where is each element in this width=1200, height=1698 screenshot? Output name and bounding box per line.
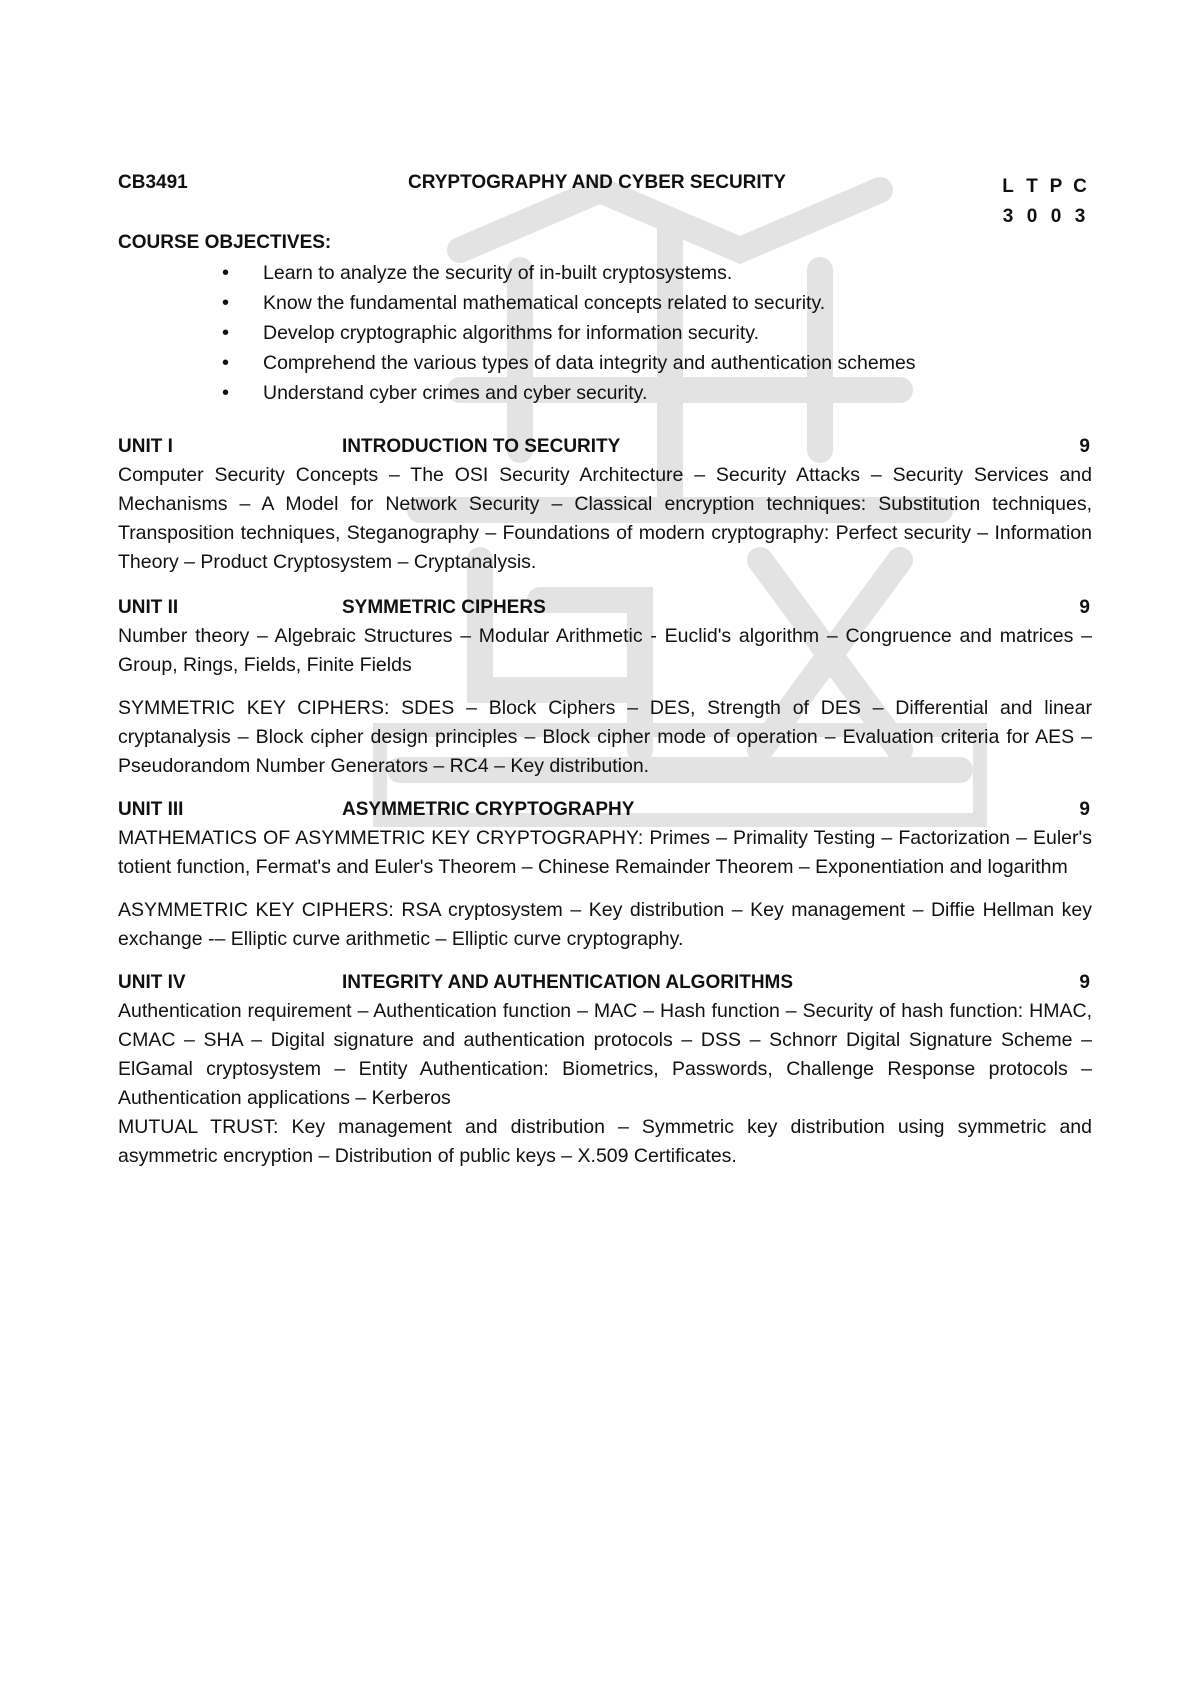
unit-4-content: MUTUAL TRUST: Key management and distribution – Symmetric key distribution using symmetric and asymmetric encryption – Distribution of public keys – X.509 Certificates. (118, 1116, 1092, 1167)
unit-3-content: ASYMMETRIC KEY CIPHERS: RSA cryptosystem – Key distribution – Key management – Diffie Hellman key exchange -– Elliptic curve arithmetic – Elliptic curve cryptography. (118, 899, 1092, 950)
unit-4-heading (118, 968, 1092, 997)
unit-hours: 9 (1079, 972, 1090, 993)
unit-title: ASYMMETRIC CRYPTOGRAPHY (342, 799, 635, 820)
ltpc-letter: P (1049, 176, 1063, 197)
ltpc-letter: L (1002, 176, 1014, 197)
unit-2-heading (118, 593, 1092, 622)
course-code: CB3491 (118, 172, 188, 193)
objective-item: • Understand cyber crimes and cyber security. (118, 378, 1092, 408)
unit-hours: 9 (1079, 799, 1090, 820)
unit-2-content: SYMMETRIC KEY CIPHERS: SDES – Block Ciphers – DES, Strength of DES – Differential and linear cryptanalysis – Block cipher design principles – Block cipher mode of operation – Evaluation criteria for AES – Pseudorandom Number Generators – RC4 – Key distribution. (118, 697, 1092, 777)
unit-3-heading (118, 795, 1092, 824)
unit-label: UNIT III (118, 799, 184, 820)
objectives-heading: COURSE OBJECTIVES: (118, 232, 332, 253)
ltpc-letter: C (1073, 176, 1087, 197)
ltpc-value: 3 (1002, 206, 1014, 227)
unit-label: UNIT I (118, 436, 173, 457)
unit-title: SYMMETRIC CIPHERS (342, 597, 546, 618)
unit-1-heading (118, 432, 1092, 461)
unit-title: INTEGRITY AND AUTHENTICATION ALGORITHMS (342, 972, 794, 993)
objective-item: • Comprehend the various types of data integrity and authentication schemes (118, 348, 1092, 378)
ltpc-value: 3 (1074, 206, 1086, 227)
syllabus-page (118, 172, 1092, 1171)
unit-hours: 9 (1079, 597, 1090, 618)
unit-2-content: Number theory – Algebraic Structures – Modular Arithmetic - Euclid's algorithm – Congruence and matrices – Group, Rings, Fields, Finite Fields (118, 625, 1092, 676)
ltpc-values (996, 202, 1092, 232)
ltpc-letters (996, 172, 1092, 202)
ltpc-letter: T (1026, 176, 1038, 197)
objectives-list (118, 258, 1092, 408)
ltpc-value: 0 (1026, 206, 1038, 227)
course-title: CRYPTOGRAPHY AND CYBER SECURITY (408, 172, 786, 193)
unit-4-content: Authentication requirement – Authentication function – MAC – Hash function – Security of hash function: HMAC, CMAC – SHA – Digital signature and authentication protocols – DSS – Schnorr Digital Signature Scheme – ElGamal cryptosystem – Entity Authentication: Biometrics, Passwords, Challenge Response protocols – Authentication applications – Kerberos (118, 1000, 1092, 1109)
unit-title: INTRODUCTION TO SECURITY (342, 436, 621, 457)
ltpc-block (996, 172, 1092, 232)
objective-item: • Learn to analyze the security of in-built cryptosystems. (118, 258, 1092, 288)
objective-item: • Know the fundamental mathematical concepts related to security. (118, 288, 1092, 318)
ltpc-value: 0 (1050, 206, 1062, 227)
unit-label: UNIT IV (118, 972, 186, 993)
objective-item: • Develop cryptographic algorithms for information security. (118, 318, 1092, 348)
course-header (118, 172, 1092, 227)
unit-1-content: Computer Security Concepts – The OSI Security Architecture – Security Attacks – Security Services and Mechanisms – A Model for Network Security – Classical encryption techniques: Substitution techniques, Transposition techniques, Steganography – Foundations of modern cryptography: Perfect security – Information Theory – Product Cryptosystem – Cryptanalysis. (118, 464, 1092, 573)
unit-label: UNIT II (118, 597, 179, 618)
unit-3-content: MATHEMATICS OF ASYMMETRIC KEY CRYPTOGRAPHY: Primes – Primality Testing – Factorization – Euler's totient function, Fermat's and Euler's Theorem – Chinese Remainder Theorem – Exponentiation and logarithm (118, 827, 1092, 878)
unit-hours: 9 (1079, 436, 1090, 457)
